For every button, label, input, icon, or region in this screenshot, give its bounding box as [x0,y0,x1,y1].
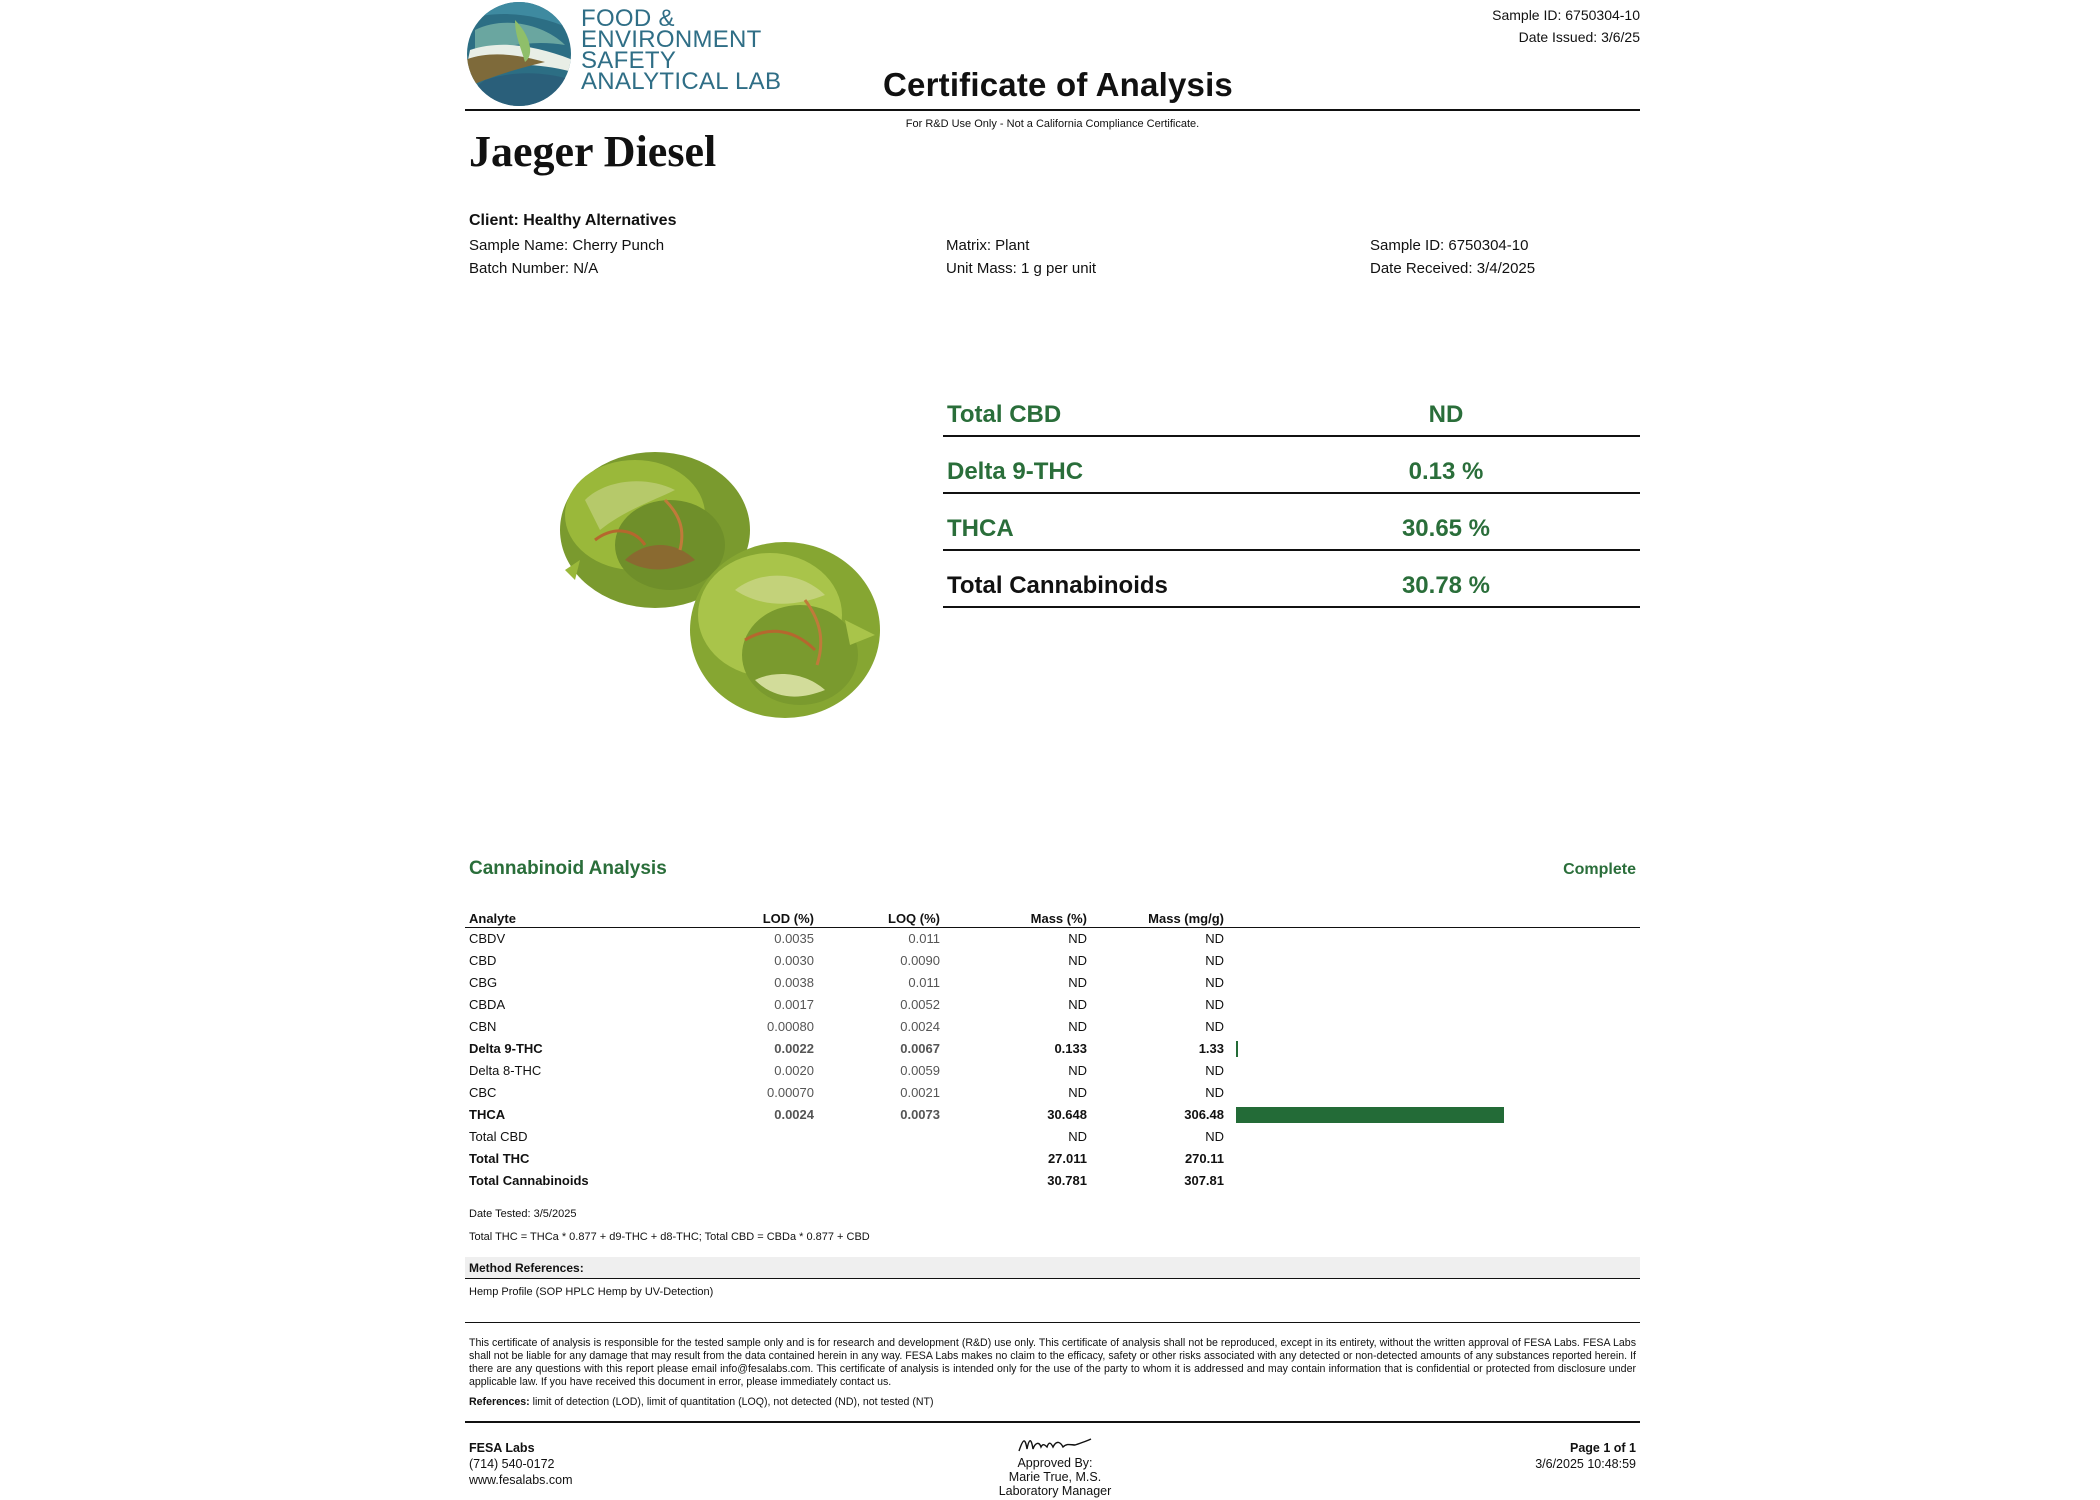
cell-lod: 0.00070 [767,1085,814,1100]
column-header-mass-mg: Mass (mg/g) [1148,911,1224,926]
table-body [465,928,1640,1192]
product-photo [505,420,925,760]
page-title: Certificate of Analysis [883,66,1233,103]
summary-label: Delta 9-THC [947,458,1084,485]
unit-mass: Unit Mass: 1 g per unit [946,260,1097,277]
divider [465,1322,1640,1323]
coa-page [465,0,1640,1500]
cell-mass-mg: ND [1205,1085,1224,1100]
cell-lod: 0.0020 [774,1063,814,1078]
cannabinoid-table [465,908,1640,1192]
cell-analyte: CBD [469,953,497,968]
footer-company: FESA Labs [469,1441,535,1455]
cell-mass-mg: ND [1205,953,1224,968]
sample-name: Sample Name: Cherry Punch [469,237,665,254]
cell-loq: 0.0067 [900,1041,940,1056]
batch-number: Batch Number: N/A [469,260,599,277]
rd-notice: For R&D Use Only - Not a California Compliance Certificate. [905,118,1200,130]
client-name: Client: Healthy Alternatives [469,212,677,229]
print-timestamp: 3/6/2025 10:48:59 [1535,1457,1636,1471]
cell-analyte: CBN [469,1019,497,1034]
cell-loq: 0.0059 [900,1063,940,1078]
cell-mass-mg: ND [1205,1063,1224,1078]
page-number: Page 1 of 1 [1570,1441,1636,1455]
cell-analyte: Total CBD [469,1129,528,1144]
potency-summary [943,380,1640,608]
logo-line: SAFETY [581,47,677,74]
table-row [465,1016,1640,1038]
cell-lod: 0.0022 [774,1041,814,1056]
mass-bar [1236,1041,1238,1057]
cell-loq: 0.0021 [900,1085,940,1100]
footer-approval [955,1433,1155,1498]
date-received: Date Received: 3/4/2025 [1370,260,1536,277]
header-meta [1492,4,1640,48]
approved-by-label: Approved By: [1017,1456,1093,1470]
cell-mass-mg: 307.81 [1184,1173,1224,1188]
summary-label: Total CBD [947,401,1062,428]
cell-loq: 0.0024 [900,1019,940,1034]
lab-logo-icon [465,0,573,108]
sample-info-left [469,234,664,280]
cell-mass-mg: 1.33 [1198,1041,1224,1056]
references-label: References: [469,1396,530,1408]
footer-website[interactable]: www.fesalabs.com [469,1473,573,1487]
cell-mass-mg: ND [1205,1129,1224,1144]
cell-mass-mg: 306.48 [1184,1107,1224,1122]
cell-mass-pct: ND [1068,997,1087,1012]
divider [465,109,1640,111]
cell-mass-pct: 30.648 [1047,1107,1087,1122]
table-row [465,1104,1640,1126]
summary-row-total-cannabinoids [943,551,1640,608]
footer-phone: (714) 540-0172 [469,1457,555,1471]
column-header-loq: LOQ (%) [888,911,940,926]
date-tested: Date Tested: 3/5/2025 [469,1208,577,1220]
table-row [465,1170,1640,1192]
table-row [465,1060,1640,1082]
cell-lod: 0.00080 [767,1019,814,1034]
footer-contact [469,1440,573,1488]
summary-row-delta9-thc [943,437,1640,494]
summary-row-thca [943,494,1640,551]
logo-line: ANALYTICAL LAB [581,68,782,95]
signature [1015,1433,1095,1455]
cell-mass-pct: ND [1068,1063,1087,1078]
cell-analyte: Delta 9-THC [469,1041,543,1056]
references [469,1396,934,1408]
cell-loq: 0.0052 [900,997,940,1012]
cell-lod: 0.0017 [774,997,814,1012]
cell-lod: 0.0038 [774,975,814,990]
cell-analyte: Delta 8-THC [469,1063,542,1078]
column-header-analyte: Analyte [469,911,516,926]
total-formula: Total THC = THCa * 0.877 + d9-THC + d8-THC; Total CBD = CBDa * 0.877 + CBD [469,1231,870,1243]
approver-name: Marie True, M.S. [1008,1470,1102,1484]
cell-analyte: CBDV [469,931,506,946]
summary-value: 30.78 % [1401,572,1491,599]
table-row [465,1038,1640,1060]
cell-mass-pct: 27.011 [1047,1151,1087,1166]
sample-info-middle [946,234,1096,280]
method-references-body: Hemp Profile (SOP HPLC Hemp by UV-Detection) [469,1286,714,1298]
analysis-status: Complete [1563,861,1636,878]
logo-line: ENVIRONMENT [581,26,762,53]
summary-value: ND [1428,401,1464,428]
logo-line: FOOD & [581,5,675,32]
cell-analyte: THCA [469,1107,506,1122]
method-references-header [465,1257,1640,1279]
cell-analyte: CBDA [469,997,506,1012]
table-row [465,1148,1640,1170]
lab-logo-text [581,5,782,95]
divider [465,1421,1640,1423]
cell-mass-mg: ND [1205,997,1224,1012]
column-header-mass-pct: Mass (%) [1030,911,1087,926]
footer-page-info [1535,1440,1636,1472]
summary-label: THCA [947,515,1014,542]
column-header-lod: LOD (%) [762,911,814,926]
cell-loq: 0.011 [908,975,940,990]
cell-mass-pct: ND [1068,953,1087,968]
mass-bar [1236,1107,1504,1123]
sample-info-right [1370,234,1535,280]
cell-mass-pct: ND [1068,1085,1087,1100]
table-row [465,994,1640,1016]
cell-mass-pct: ND [1068,975,1087,990]
cell-mass-mg: ND [1205,1019,1224,1034]
summary-value: 30.65 % [1401,515,1491,542]
cell-lod: 0.0035 [774,931,814,946]
cell-analyte: CBC [469,1085,497,1100]
table-row [465,1082,1640,1104]
table-row [465,1126,1640,1148]
cell-analyte: CBG [469,975,498,990]
cell-mass-pct: ND [1068,1019,1087,1034]
summary-value: 0.13 % [1408,458,1484,485]
matrix: Matrix: Plant [946,237,1030,254]
cell-loq: 0.011 [908,931,940,946]
cell-mass-pct: 0.133 [1054,1041,1087,1056]
references-text: limit of detection (LOD), limit of quantitation (LOQ), not detected (ND), not tested (NT) [529,1396,934,1408]
cell-lod: 0.0024 [774,1107,814,1122]
cell-mass-pct: ND [1068,1129,1087,1144]
table-row [465,950,1640,972]
table-header [465,908,1640,928]
analysis-title: Cannabinoid Analysis [469,858,667,879]
product-name: Jaeger Diesel [469,127,717,176]
method-references-label: Method References: [469,1261,584,1275]
cell-mass-pct: 30.781 [1047,1173,1087,1188]
disclaimer-text: This certificate of analysis is responsible for the tested sample only and is for research and development (R&D) use only. This certificate of analysis shall not be reproduced, except in its entirety, without the written approval of FESA Labs. FESA Labs shall not be liable for any damage that may result from the data contained herein in any way. FESA Labs makes no claim to the efficacy, safety or other risks associated with any detected or non-detected amounts of any substances reported herein. If there are any questions with this report please email info@fesalabs.com. This certificate of analysis is intended only for the use of the party to whom it is addressed and may contain information that is confidential or protected from disclosure under applicable law. If you have received this document in error, please immediately contact us. [469,1337,1636,1388]
cell-lod: 0.0030 [774,953,814,968]
cell-analyte: Total Cannabinoids [469,1173,589,1188]
cell-mass-mg: ND [1205,975,1224,990]
cell-mass-mg: 270.11 [1184,1151,1224,1166]
approver-title: Laboratory Manager [998,1484,1112,1498]
summary-row-total-cbd [943,380,1640,437]
cell-mass-mg: ND [1205,931,1224,946]
lab-logo [465,0,782,108]
cell-loq: 0.0090 [900,953,940,968]
header-date-issued: Date Issued: 3/6/25 [1518,29,1640,45]
cell-mass-pct: ND [1068,931,1087,946]
cell-analyte: Total THC [469,1151,530,1166]
sample-id: Sample ID: 6750304-10 [1370,237,1529,254]
summary-label: Total Cannabinoids [947,572,1168,599]
table-row [465,928,1640,950]
header-sample-id: Sample ID: 6750304-10 [1492,7,1640,23]
cell-loq: 0.0073 [900,1107,940,1122]
table-row [465,972,1640,994]
